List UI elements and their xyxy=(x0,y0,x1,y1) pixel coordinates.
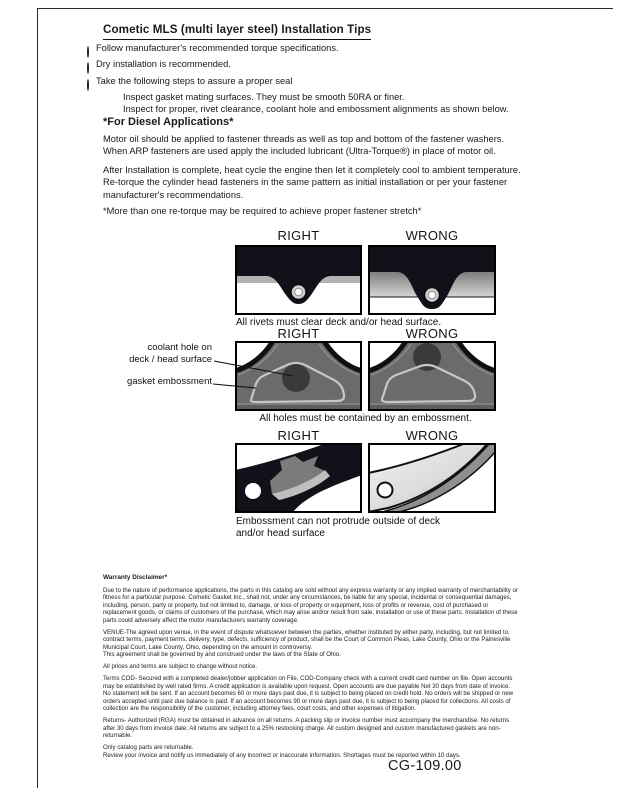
list-item-text: Follow manufacturer's recommended torque specifications. xyxy=(96,43,339,53)
open-bullet-icon xyxy=(87,46,96,58)
installation-tips-list xyxy=(87,42,567,115)
diagram-protrusion-right xyxy=(235,443,362,513)
diagram-rivet-right xyxy=(235,245,362,315)
diagram-embossment-wrong xyxy=(368,341,496,411)
warranty-paragraph: VENUE-The agreed upon venue, in the event of dispute whatsoever between the parties, whether instituted by either party, including, but not limited to, contract terms, payment terms, delivery, type, defects, sufficiency of product, shall be the Court of Common Pleas, Lake County, Ohio or the Painesville Municipal Court, Lake County, Ohio, depending on the amount in controversy. This agreement shall be governed by and construed under the laws of the State of Ohio. xyxy=(103,628,511,658)
open-bullet-icon xyxy=(87,79,96,91)
bolt-hole xyxy=(245,483,261,499)
list-item-text: Inspect for proper, rivet clearance, coolant hole and embossment alignments as shown below. xyxy=(123,104,509,115)
list-item xyxy=(87,103,567,115)
open-bullet-icon xyxy=(87,62,96,74)
diagram1-right-header: RIGHT xyxy=(277,228,320,243)
gasket-embossment-label: gasket embossment xyxy=(126,376,212,387)
diagram2-right-header: RIGHT xyxy=(277,326,320,341)
diesel-section-heading: *For Diesel Applications* xyxy=(103,116,234,128)
list-item-text: Inspect gasket mating surfaces. They must be smooth 50RA or finer. xyxy=(123,91,405,102)
diagram2-wrong-header: WRONG xyxy=(405,326,459,341)
coolant-hole-label: coolant hole on deck / head surface xyxy=(129,342,212,365)
list-item-text: Dry installation is recommended. xyxy=(96,59,231,70)
diagram-protrusion-wrong xyxy=(368,443,496,513)
warranty-paragraph: Only catalog parts are returnable. Review your invoice and notify us immediately of any incorrect or inaccurate information. Shortages must be reported within 10 days. xyxy=(103,744,461,759)
diagram2-caption: All holes must be contained by an embossment. xyxy=(259,413,472,424)
page-border-top xyxy=(37,8,613,9)
list-item xyxy=(87,58,567,74)
page-border-left xyxy=(37,8,38,788)
warranty-paragraph: Returns- Authorized (RGA) must be obtained in advance on all returns. A packing slip or invoice number must accompany the merchandise. No returns after 30 days from invoice date. All returns are subject to a 25% restocking charge. All custom designed and custom manufactured gaskets are non-returnable. xyxy=(103,717,510,739)
list-item xyxy=(87,75,567,91)
diesel-paragraph-1: Motor oil should be applied to fastener threads as well as top and bottom of the fastener washers. When ARP fasteners are used apply the included lubricant (Ultra-Torque®) in place of motor oil. xyxy=(103,134,505,157)
list-item xyxy=(87,42,567,58)
page-number: CG-109.00 xyxy=(388,758,462,774)
list-item-text: Take the following steps to assure a proper seal xyxy=(96,75,293,86)
page-title: Cometic MLS (multi layer steel) Installation Tips xyxy=(103,23,371,40)
diagram3-caption: Embossment can not protrude outside of deck and/or head surface xyxy=(236,516,441,539)
warranty-paragraph: Due to the nature of performance applications, the parts in this catalog are sold without any express warranty or any implied warranty of merchantability or fitness for a particular purpose. Cometic Gasket Inc., shall not, under any circumstances, be liable for any special, incidental or consequential damages, including, person, party or property, but not limited to, damage, or loss of property or equipment, loss of profits or revenue, cost of purchased or replacement goods, or claims of customers of the purchase, which may arise and/or result from sale, installation or use of these parts. Installation of these parts could adversely affect the motor manufacturers warranty coverage. xyxy=(103,586,518,624)
warranty-paragraph: All prices and terms are subject to change without notice. xyxy=(103,663,258,670)
warranty-paragraph: Terms COD- Secured with a completed dealer/jobber application on File, COD-Company check with a current credit card number on file. Open accounts may be established by well rated firms. A credit application is available upon request. Open accounts are due payable Net 30 days from date of invoice. No statement will be sent. If an account becomes 60 or more days past due, it is subject to being placed on credit hold. No orders will be shipped or new orders accepted until past due balance is paid. If an account becomes 90 or more days past due, it is subject to being placed for collections. All costs of collection are the responsibility of the customer, including attorney fees, court costs, and other expenses of litigation. xyxy=(103,675,514,712)
retorque-note: *More than one re-torque may be required to achieve proper fastener stretch* xyxy=(103,206,422,216)
warranty-disclaimer xyxy=(103,574,518,764)
diagram1-caption: All rivets must clear deck and/or head surface. xyxy=(236,317,442,328)
diagram-rivet-wrong xyxy=(368,245,496,315)
coolant-hole xyxy=(282,364,310,392)
bolt-hole xyxy=(378,483,393,498)
diagram1-wrong-header: WRONG xyxy=(405,228,459,243)
list-item xyxy=(87,91,567,103)
diagram-embossment-right xyxy=(235,341,362,411)
diesel-paragraph-2: After Installation is complete, heat cycle the engine then let it completely cool to ambient temperature. Re-torque the cylinder head fasteners in the same pattern as initial installation or per your fastener manufacturer's recommendations. xyxy=(103,165,521,200)
warranty-heading: Warranty Disclaimer* xyxy=(103,574,168,581)
diagram3-right-header: RIGHT xyxy=(277,428,320,443)
diagram3-wrong-header: WRONG xyxy=(405,428,459,443)
